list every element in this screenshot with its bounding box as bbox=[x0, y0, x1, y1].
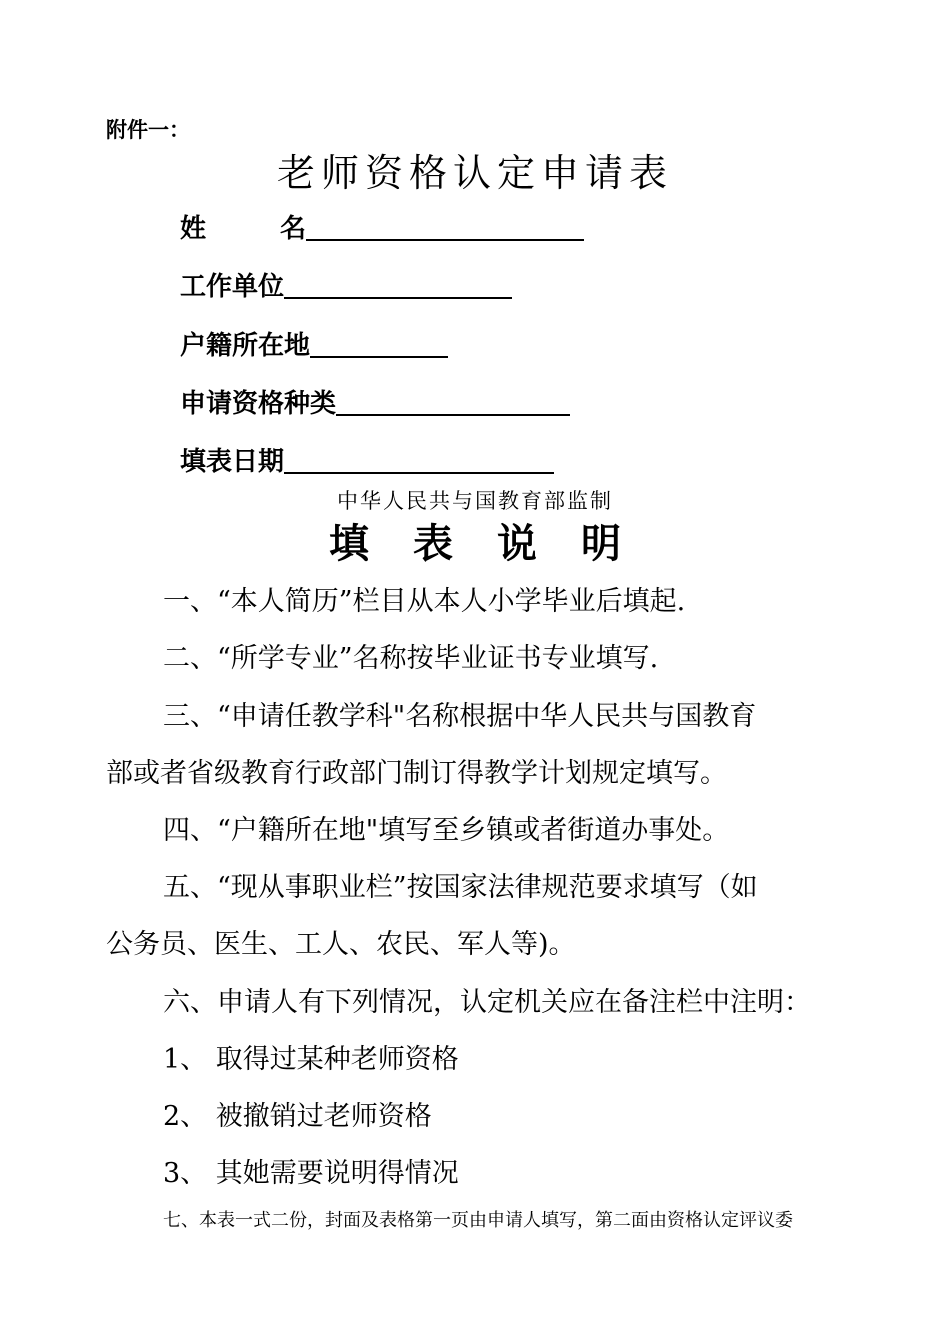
form-title: 老师资格认定申请表 bbox=[276, 151, 673, 195]
fill-date-label: 填表日期 bbox=[180, 447, 285, 477]
name-field bbox=[180, 208, 584, 245]
qualification-type-input-line[interactable] bbox=[336, 386, 570, 416]
qualification-type-field bbox=[180, 383, 570, 420]
instruction-subitem-1: 1、 取得过某种老师资格 bbox=[163, 1044, 459, 1075]
work-unit-label: 工作单位 bbox=[180, 272, 285, 302]
instruction-item-5-cont: 公务员、医生、工人、农民、军人等)。 bbox=[106, 929, 576, 960]
instruction-item-2: 二、“所学专业”名称按毕业证书专业填写. bbox=[163, 643, 659, 674]
instruction-item-7: 七、本表一式二份，封面及表格第一页由申请人填写，第二面由资格认定评议委 bbox=[163, 1210, 793, 1231]
instruction-subitem-2: 2、 被撤销过老师资格 bbox=[163, 1101, 432, 1132]
name-input-line[interactable] bbox=[306, 211, 584, 241]
instruction-item-1: 一、“本人简历”栏目从本人小学毕业后填起. bbox=[163, 586, 686, 617]
instruction-item-3: 三、“申请任教学科"名称根据中华人民共与国教育 bbox=[163, 701, 757, 732]
instruction-item-5: 五、“现从事职业栏”按国家法律规范要求填写（如 bbox=[163, 872, 758, 903]
instruction-item-3-cont: 部或者省级教育行政部门制订得教学计划规定填写。 bbox=[106, 758, 727, 789]
attachment-label: 附件一： bbox=[106, 118, 190, 142]
name-label: 姓 名 bbox=[180, 214, 307, 244]
household-label: 户籍所在地 bbox=[180, 331, 311, 361]
work-unit-field bbox=[180, 266, 512, 303]
fill-date-field bbox=[180, 441, 554, 478]
instructions-title: 填 表 说 明 bbox=[329, 521, 621, 567]
qualification-type-label: 申请资格种类 bbox=[180, 389, 337, 419]
household-field bbox=[180, 325, 448, 362]
instruction-item-6: 六、申请人有下列情况，认定机关应在备注栏中注明： bbox=[163, 987, 811, 1018]
instruction-subitem-3: 3、 其她需要说明得情况 bbox=[163, 1158, 459, 1189]
work-unit-input-line[interactable] bbox=[284, 269, 512, 299]
fill-date-input-line[interactable] bbox=[284, 444, 554, 474]
instruction-item-4: 四、“户籍所在地"填写至乡镇或者街道办事处。 bbox=[163, 815, 730, 846]
ministry-supervision: 中华人民共与国教育部监制 bbox=[337, 489, 613, 513]
household-input-line[interactable] bbox=[310, 328, 448, 358]
